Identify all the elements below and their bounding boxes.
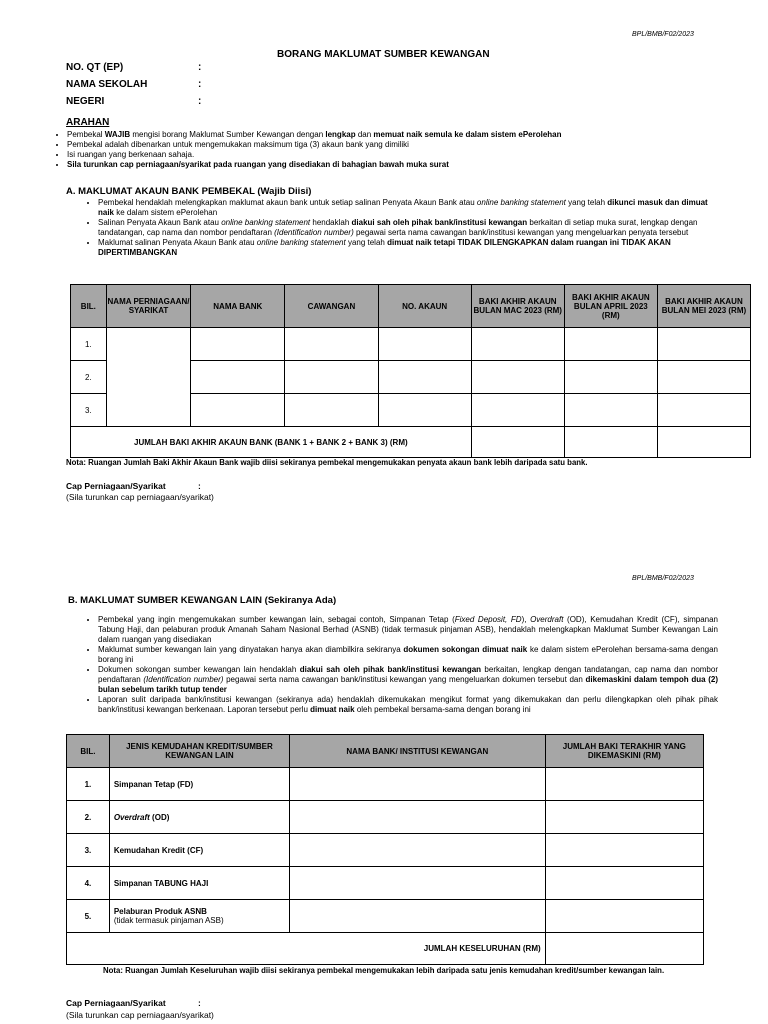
- list-item: • Pembekal yang ingin mengemukakan sumber kewangan lain, sebagai contoh, Simpanan Tetap (Fixed Deposit, FD), Overdraft (OD), Kemudahan Kredit (CF), simpanan Tabung Haji, dan pelaburan produk Amanah Saham Nasional Berhad (ASNB) (tidak termasuk pinjaman ASB), hendaklah melengkapkan Maklumat Sumber Kewangan Lain dalam ruangan yang disediakan: [98, 615, 718, 645]
- cap-note: (Sila turunkan cap perniagaan/syarikat): [66, 1010, 214, 1020]
- list-item: • Pembekal adalah dibenarkan untuk mengemukakan maksimum tiga (3) akaun bank yang dimiliki: [67, 140, 727, 150]
- account-no-cell[interactable]: [378, 328, 471, 361]
- field-label-no-qt: NO. QT (EP): [66, 62, 124, 73]
- credit-type-od: Overdraft (OD): [109, 801, 289, 834]
- list-item: • Pembekal hendaklah melengkapkan maklumat akaun bank untuk setiap salinan Penyata Akaun Bank atau online banking statement yang telah dikunci masuk dan dimuat naik ke dalam sistem ePerolehan: [98, 198, 718, 218]
- col-header: CAWANGAN: [285, 285, 378, 328]
- cap-colon: :: [198, 481, 201, 491]
- field-label-nama-sekolah: NAMA SEKOLAH: [66, 79, 148, 90]
- col-header: NAMA PERNIAGAAN/ SYARIKAT: [106, 285, 191, 328]
- section-a-list: [84, 198, 718, 258]
- bank-name-cell[interactable]: [191, 328, 285, 361]
- total-balance-cell[interactable]: [545, 933, 703, 965]
- bank-institution-cell[interactable]: [290, 834, 546, 867]
- field-colon: :: [198, 62, 202, 73]
- list-item: • Isi ruangan yang berkenaan sahaja.: [67, 150, 727, 160]
- table-row: [67, 900, 704, 933]
- branch-cell[interactable]: [285, 361, 378, 394]
- list-item: • Pembekal WAJIB mengisi borang Maklumat Sumber Kewangan dengan lengkap dan memuat naik semula ke dalam sistem ePerolehan: [67, 130, 727, 140]
- section-b-heading: B. MAKLUMAT SUMBER KEWANGAN LAIN (Sekiranya Ada): [68, 595, 337, 606]
- col-header: BIL.: [67, 735, 110, 768]
- table-row: [71, 328, 751, 361]
- col-header: BIL.: [71, 285, 107, 328]
- credit-type-fd: Simpanan Tetap (FD): [109, 768, 289, 801]
- row-number: 4.: [67, 867, 110, 900]
- field-label-negeri: NEGERI: [66, 96, 105, 107]
- cap-note: (Sila turunkan cap perniagaan/syarikat): [66, 492, 214, 502]
- col-header: NAMA BANK: [191, 285, 285, 328]
- bank-institution-cell[interactable]: [290, 801, 546, 834]
- bank-institution-cell[interactable]: [290, 900, 546, 933]
- balance-mar-cell[interactable]: [471, 394, 564, 427]
- company-name-cell[interactable]: [106, 328, 191, 427]
- bank-account-table: [70, 284, 751, 458]
- total-row: [71, 427, 751, 458]
- balance-cell[interactable]: [545, 801, 703, 834]
- balance-mar-cell[interactable]: [471, 328, 564, 361]
- balance-cell[interactable]: [545, 900, 703, 933]
- credit-type-asnb: Pelaburan Produk ASNB (tidak termasuk pinjaman ASB): [109, 900, 289, 933]
- col-header: NAMA BANK/ INSTITUSI KEWANGAN: [290, 735, 546, 768]
- balance-may-cell[interactable]: [657, 361, 750, 394]
- row-number: 3.: [67, 834, 110, 867]
- branch-cell[interactable]: [285, 328, 378, 361]
- account-no-cell[interactable]: [378, 361, 471, 394]
- field-colon: :: [198, 79, 202, 90]
- form-ref-code: BPL/BMB/F02/2023: [632, 575, 694, 582]
- nota-section-a: Nota: Ruangan Jumlah Baki Akhir Akaun Bank wajib diisi sekiranya pembekal mengemukakan penyata akaun bank lebih daripada satu bank.: [66, 458, 588, 467]
- list-item: • Laporan sulit daripada bank/institusi kewangan (sekiranya ada) hendaklah dikemukakan mengikut format yang dikemukakan dan perlu dilengkapkan oleh pihak pihak bank/institusi kewangan berkenaan. Laporan tersebut perlu dimuat naik oleh pembekal bersama-sama dengan borang ini: [98, 695, 718, 715]
- total-may-cell[interactable]: [657, 427, 750, 458]
- list-item: • Dokumen sokongan sumber kewangan lain hendaklah diakui sah oleh pihak bank/institusi kewangan berkaitan, lengkap dengan tandatangan, cap nama dan nombor pendaftaran (Identification number) pegawai serta nama cawangan bank/institusi kewangan yang mengeluarkan dokumen tersebut dan dikemaskini dalam tempoh dua (2) bulan sebelum tarikh tutup tender: [98, 665, 718, 695]
- row-number: 1.: [71, 328, 107, 361]
- balance-cell[interactable]: [545, 834, 703, 867]
- cap-label: Cap Perniagaan/Syarikat: [66, 481, 166, 491]
- table-row: [67, 834, 704, 867]
- branch-cell[interactable]: [285, 394, 378, 427]
- section-b-list: [84, 615, 718, 715]
- balance-cell[interactable]: [545, 768, 703, 801]
- bank-name-cell[interactable]: [191, 361, 285, 394]
- form-ref-code: BPL/BMB/F02/2023: [632, 31, 694, 38]
- list-item: • Sila turunkan cap perniagaan/syarikat pada ruangan yang disediakan di bahagian bawah muka surat: [67, 160, 727, 170]
- row-number: 2.: [71, 361, 107, 394]
- account-no-cell[interactable]: [378, 394, 471, 427]
- balance-apr-cell[interactable]: [564, 328, 657, 361]
- bank-institution-cell[interactable]: [290, 867, 546, 900]
- total-label: JUMLAH KESELURUHAN (RM): [67, 933, 546, 965]
- balance-may-cell[interactable]: [657, 394, 750, 427]
- row-number: 1.: [67, 768, 110, 801]
- cap-colon: :: [198, 998, 201, 1008]
- table-row: [67, 801, 704, 834]
- credit-type-tabung-haji: Simpanan TABUNG HAJI: [109, 867, 289, 900]
- list-item: • Maklumat salinan Penyata Akaun Bank atau online banking statement yang telah dimuat naik tetapi TIDAK DILENGKAPKAN dalam ruangan ini TIDAK AKAN DIPERTIMBANGKAN: [98, 238, 718, 258]
- col-header: NO. AKAUN: [378, 285, 471, 328]
- arahan-list: [53, 130, 727, 170]
- total-row: [67, 933, 704, 965]
- bank-name-cell[interactable]: [191, 394, 285, 427]
- row-number: 3.: [71, 394, 107, 427]
- arahan-heading: ARAHAN: [66, 117, 110, 128]
- balance-mar-cell[interactable]: [471, 361, 564, 394]
- total-label: JUMLAH BAKI AKHIR AKAUN BANK (BANK 1 + BANK 2 + BANK 3) (RM): [71, 427, 472, 458]
- total-apr-cell[interactable]: [564, 427, 657, 458]
- col-header: JUMLAH BAKI TERAKHIR YANG DIKEMASKINI (RM): [545, 735, 703, 768]
- list-item: • Salinan Penyata Akaun Bank atau online banking statement hendaklah diakui sah oleh pihak bank/institusi kewangan berkaitan di setiap muka surat, lengkap dengan tandatangan, cap nama dan nombor pendaftaran (Identification number) pegawai serta nama cawangan bank/institusi kewangan yang mengeluarkan penyata tersebut: [98, 218, 718, 238]
- other-finance-table: [66, 734, 704, 965]
- col-header: BAKI AKHIR AKAUN BULAN MEI 2023 (RM): [657, 285, 750, 328]
- col-header: JENIS KEMUDAHAN KREDIT/SUMBER KEWANGAN LAIN: [109, 735, 289, 768]
- list-item: • Maklumat sumber kewangan lain yang dinyatakan hanya akan diambilkira sekiranya dokumen sokongan dimuat naik ke dalam sistem ePerolehan bersama-sama dengan borang ini: [98, 645, 718, 665]
- field-colon: :: [198, 96, 202, 107]
- col-header: BAKI AKHIR AKAUN BULAN MAC 2023 (RM): [471, 285, 564, 328]
- page-title: BORANG MAKLUMAT SUMBER KEWANGAN: [277, 49, 490, 60]
- balance-cell[interactable]: [545, 867, 703, 900]
- nota-section-b: Nota: Ruangan Jumlah Keseluruhan wajib diisi sekiranya pembekal mengemukakan lebih daripada satu jenis kemudahan kredit/sumber kewangan lain.: [103, 966, 665, 975]
- section-a-heading: A. MAKLUMAT AKAUN BANK PEMBEKAL (Wajib Diisi): [66, 186, 312, 197]
- row-number: 5.: [67, 900, 110, 933]
- row-number: 2.: [67, 801, 110, 834]
- table-row: [67, 867, 704, 900]
- balance-apr-cell[interactable]: [564, 394, 657, 427]
- table-row: [67, 768, 704, 801]
- total-mar-cell[interactable]: [471, 427, 564, 458]
- balance-may-cell[interactable]: [657, 328, 750, 361]
- credit-type-cf: Kemudahan Kredit (CF): [109, 834, 289, 867]
- balance-apr-cell[interactable]: [564, 361, 657, 394]
- cap-label: Cap Perniagaan/Syarikat: [66, 998, 166, 1008]
- col-header: BAKI AKHIR AKAUN BULAN APRIL 2023 (RM): [564, 285, 657, 328]
- bank-institution-cell[interactable]: [290, 768, 546, 801]
